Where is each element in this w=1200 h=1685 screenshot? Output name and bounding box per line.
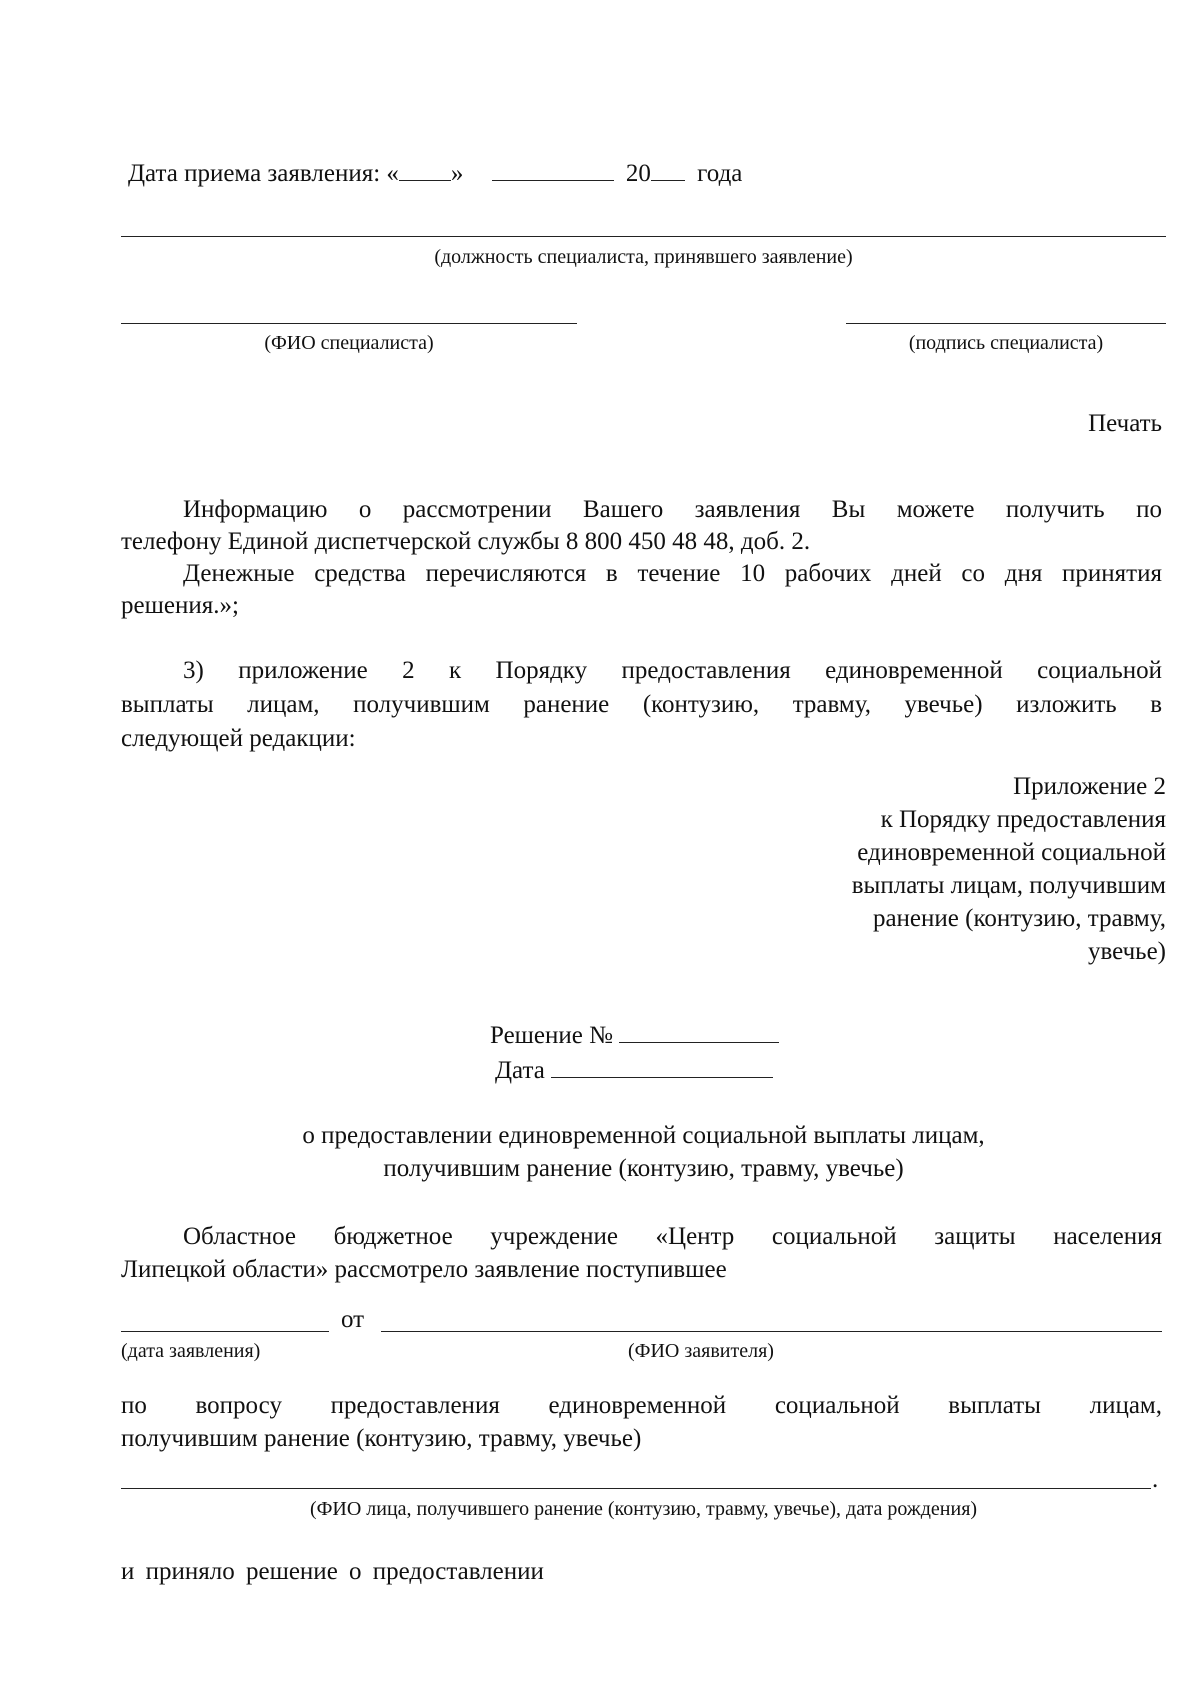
applicant-name-caption: (ФИО заявителя)	[628, 1340, 774, 1362]
appendix-line-4: выплаты лицам, получившим	[851, 872, 1166, 899]
info-paragraph-1-line-2: телефону Единой диспетчерской службы 8 800 450 48 48, доб. 2.	[121, 528, 811, 555]
stamp-label: Печать	[1088, 410, 1162, 437]
decision-number-blank[interactable]	[619, 1020, 779, 1043]
from-word: от	[341, 1306, 365, 1333]
decision-title-line-1: о предоставлении единовременной социальной выплаты лицам,	[302, 1122, 985, 1149]
appendix-line-1: Приложение 2	[1013, 773, 1166, 800]
year-prefix: 20	[625, 160, 651, 187]
amendment-line-3: следующей редакции:	[121, 725, 356, 752]
injured-line-period: .	[1152, 1466, 1159, 1493]
question-line-1: по вопросу предоставления единовременной социальной выплаты лицам,	[121, 1392, 1162, 1419]
intro-line-2: Липецкой области» рассмотрело заявление поступившее	[121, 1256, 727, 1283]
appendix-line-3: единовременной социальной	[857, 839, 1166, 866]
quote-close: »	[450, 160, 464, 187]
decision-number-label: Решение №	[490, 1022, 613, 1049]
injured-person-line[interactable]	[121, 1488, 1151, 1489]
reception-date-line	[128, 158, 742, 190]
specialist-signature-line[interactable]	[846, 323, 1166, 324]
position-line[interactable]	[121, 236, 1166, 237]
reception-date-label: Дата приема заявления: «	[128, 160, 399, 187]
applicant-name-line[interactable]	[381, 1331, 1162, 1332]
decision-date-blank[interactable]	[551, 1055, 773, 1078]
appendix-header	[666, 770, 1166, 968]
specialist-name-line[interactable]	[121, 323, 577, 324]
decision-date-label: Дата	[495, 1057, 545, 1084]
amendment-line-2: выплаты лицам, получившим ранение (контузию, травму, увечье) изложить в	[121, 691, 1162, 718]
day-blank[interactable]	[399, 158, 451, 181]
appendix-line-2: к Порядку предоставления	[880, 806, 1166, 833]
info-paragraph-2-line-2: решения.»;	[121, 592, 239, 619]
injured-person-caption: (ФИО лица, получившего ранение (контузию, травму, увечье), дата рождения)	[309, 1498, 978, 1520]
application-date-line[interactable]	[121, 1331, 329, 1332]
decision-statement: и приняло решение о предоставлении	[121, 1558, 544, 1585]
month-blank[interactable]	[492, 158, 614, 181]
appendix-line-6: увечье)	[1087, 938, 1166, 965]
amendment-line-1: 3) приложение 2 к Порядку предоставления единовременной социальной	[183, 657, 1162, 684]
specialist-signature-caption: (подпись специалиста)	[908, 332, 1104, 354]
intro-line-1: Областное бюджетное учреждение «Центр социальной защиты населения	[183, 1223, 1162, 1250]
question-line-2: получившим ранение (контузию, травму, увечье)	[121, 1425, 642, 1452]
decision-date-row	[495, 1055, 773, 1087]
decision-title-line-2: получившим ранение (контузию, травму, увечье)	[383, 1155, 904, 1182]
info-paragraph-2-line-1: Денежные средства перечисляются в течение 10 рабочих дней со дня принятия	[183, 560, 1162, 587]
info-paragraph-1-line-1: Информацию о рассмотрении Вашего заявления Вы можете получить по	[183, 496, 1162, 523]
specialist-name-caption: (ФИО специалиста)	[264, 332, 434, 354]
year-suffix: года	[697, 160, 743, 187]
position-caption: (должность специалиста, принявшего заявление)	[434, 246, 853, 268]
year-blank[interactable]	[651, 158, 685, 181]
decision-number-row	[490, 1020, 779, 1052]
appendix-line-5: ранение (контузию, травму,	[872, 905, 1166, 932]
application-date-caption: (дата заявления)	[121, 1340, 261, 1362]
